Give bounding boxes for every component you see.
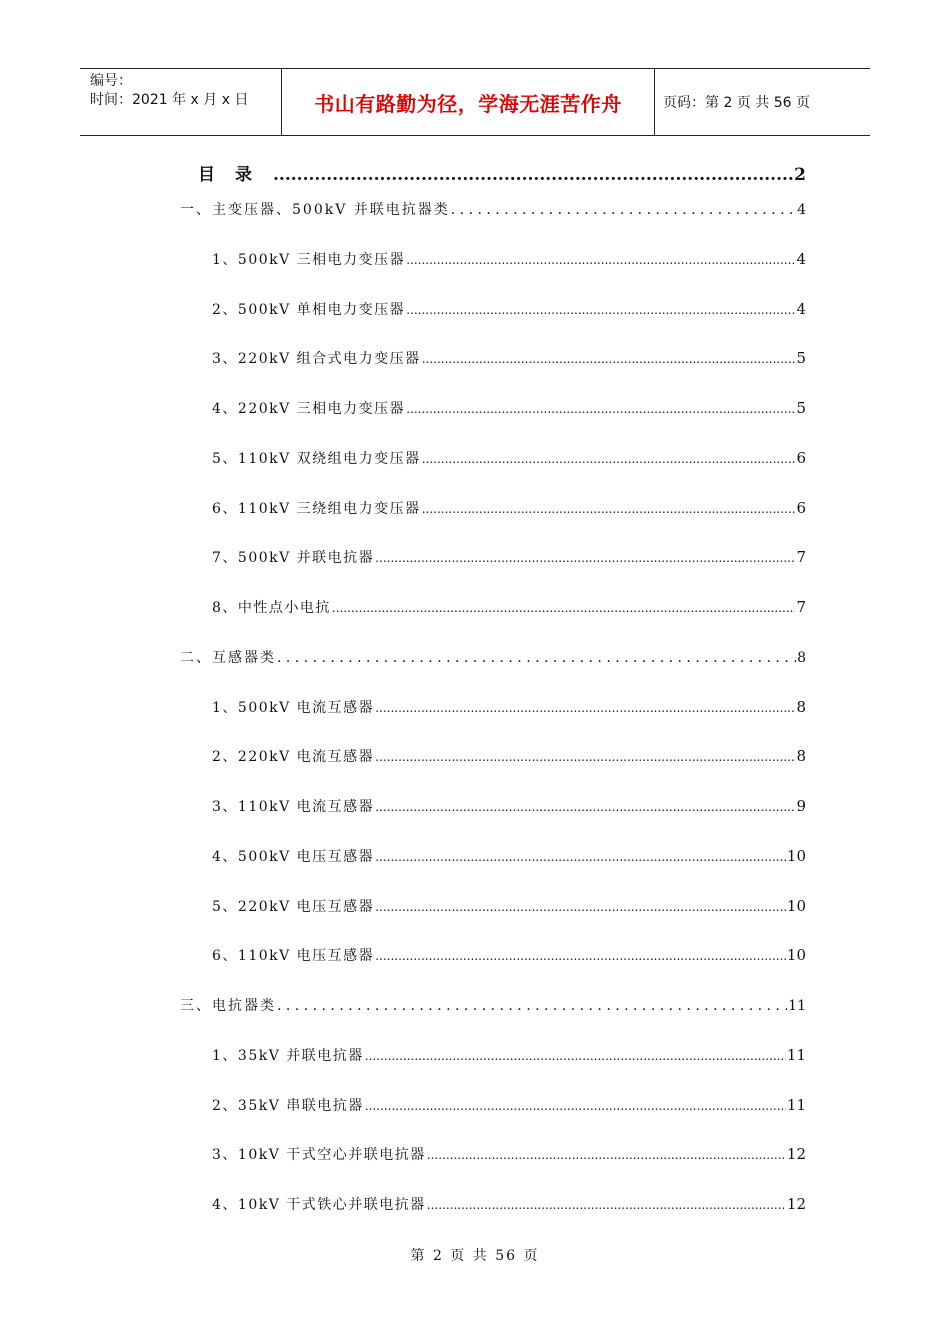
header-meta-cell [80, 69, 282, 135]
toc-leader [365, 1099, 786, 1113]
toc-leader [422, 502, 796, 516]
toc-item-label: 6、110kV 电压互感器 [212, 948, 375, 964]
toc-item-row[interactable] [212, 1194, 806, 1214]
toc-section-row[interactable] [180, 647, 806, 667]
header-motto-cell [282, 69, 655, 135]
toc-item-row[interactable] [212, 597, 806, 617]
footer-page-text: 第 2 页 共 56 页 [410, 1248, 540, 1264]
header-page-cell [655, 69, 870, 135]
number-label: 编号： [90, 73, 132, 89]
toc-item-label: 5、110kV 双绕组电力变压器 [212, 451, 421, 467]
toc-page-number: 4 [796, 300, 806, 318]
toc-item-row[interactable] [212, 348, 806, 368]
document-header [80, 68, 870, 136]
toc-leader [375, 900, 786, 914]
toc-item-row[interactable] [212, 846, 806, 866]
toc-item-label: 1、35kV 并联电抗器 [212, 1048, 364, 1064]
toc-page-number: 7 [796, 598, 806, 616]
toc-page-number: 5 [796, 349, 806, 367]
toc-item-row[interactable] [212, 697, 806, 717]
toc-leader [406, 303, 795, 317]
toc-page-number: 10 [786, 847, 806, 865]
toc-item-label: 3、220kV 组合式电力变压器 [212, 351, 421, 367]
toc-leader [375, 701, 795, 715]
toc-item-label: 3、110kV 电流互感器 [212, 799, 375, 815]
toc-item-label: 6、110kV 三绕组电力变压器 [212, 501, 421, 517]
toc-page-number: 8 [796, 747, 806, 765]
toc-page-number: 4 [797, 202, 806, 218]
toc-page-number: 10 [786, 897, 806, 915]
toc-item-label: 7、500kV 并联电抗器 [212, 550, 375, 566]
toc-item-label: 1、500kV 三相电力变压器 [212, 252, 406, 268]
toc-page-number: 5 [796, 399, 806, 417]
toc-leader [277, 650, 796, 666]
toc-title-row[interactable] [198, 160, 806, 185]
toc-page-number: 11 [788, 998, 806, 1014]
toc-leader [375, 850, 786, 864]
toc-item-row[interactable] [212, 398, 806, 418]
page-info: 页码：第 2 页 共 56 页 [663, 95, 810, 111]
toc-title-page: 2 [794, 165, 806, 185]
toc-leader [422, 452, 796, 466]
toc-page-number: 11 [786, 1046, 806, 1064]
toc-item-row[interactable] [212, 498, 806, 518]
toc-leader [332, 601, 796, 615]
toc-section-row[interactable] [180, 199, 806, 219]
toc-title: 目录 [198, 165, 272, 185]
toc-item-label: 4、500kV 电压互感器 [212, 849, 375, 865]
toc-item-label: 1、500kV 电流互感器 [212, 700, 375, 716]
toc-item-label: 2、35kV 串联电抗器 [212, 1098, 364, 1114]
toc-section-label: 三、电抗器类 [180, 998, 276, 1014]
toc-page-number: 7 [796, 548, 806, 566]
toc-page-number: 12 [786, 1195, 806, 1213]
toc-page-number: 11 [786, 1096, 806, 1114]
toc-item-row[interactable] [212, 1045, 806, 1065]
toc-leader [375, 800, 795, 814]
motto-text: 书山有路勤为径，学海无涯苦作舟 [314, 91, 622, 116]
toc-item-row[interactable] [212, 945, 806, 965]
toc-item-label: 4、220kV 三相电力变压器 [212, 401, 406, 417]
toc-leader [406, 402, 795, 416]
toc-item-row[interactable] [212, 249, 806, 269]
toc-leader [375, 750, 795, 764]
toc-leader [427, 1198, 786, 1212]
toc-item-row[interactable] [212, 299, 806, 319]
toc-leader [365, 1049, 786, 1063]
toc-leader [277, 998, 787, 1014]
time-label: 时间：2021 年 x 月 x 日 [90, 92, 249, 108]
toc-item-row[interactable] [212, 896, 806, 916]
toc-leader [273, 165, 793, 185]
toc-leader [406, 253, 795, 267]
toc-leader [427, 1148, 786, 1162]
toc-page-number: 10 [786, 946, 806, 964]
page-footer [0, 1245, 950, 1265]
toc-page-number: 6 [796, 449, 806, 467]
toc-section-row[interactable] [180, 995, 806, 1015]
toc-item-row[interactable] [212, 1144, 806, 1164]
toc-leader [375, 551, 795, 565]
toc-item-row[interactable] [212, 547, 806, 567]
toc-page-number: 8 [797, 650, 806, 666]
toc-item-row[interactable] [212, 448, 806, 468]
toc-leader [451, 202, 796, 218]
toc-item-label: 8、中性点小电抗 [212, 600, 331, 616]
toc-section-label: 一、主变压器、500kV 并联电抗器类 [180, 202, 450, 218]
toc-page-number: 8 [796, 698, 806, 716]
toc-item-label: 5、220kV 电压互感器 [212, 899, 375, 915]
toc-page-number: 4 [796, 250, 806, 268]
toc-page-number: 9 [796, 797, 806, 815]
toc-item-row[interactable] [212, 746, 806, 766]
toc-item-row[interactable] [212, 1095, 806, 1115]
toc-item-label: 4、10kV 干式铁心并联电抗器 [212, 1197, 426, 1213]
toc-section-label: 二、互感器类 [180, 650, 276, 666]
toc-item-label: 2、500kV 单相电力变压器 [212, 302, 406, 318]
toc-page-number: 12 [786, 1145, 806, 1163]
toc-item-row[interactable] [212, 796, 806, 816]
toc-item-label: 3、10kV 干式空心并联电抗器 [212, 1147, 426, 1163]
toc-leader [422, 352, 796, 366]
toc-page-number: 6 [796, 499, 806, 517]
toc-leader [375, 949, 786, 963]
toc-item-label: 2、220kV 电流互感器 [212, 749, 375, 765]
